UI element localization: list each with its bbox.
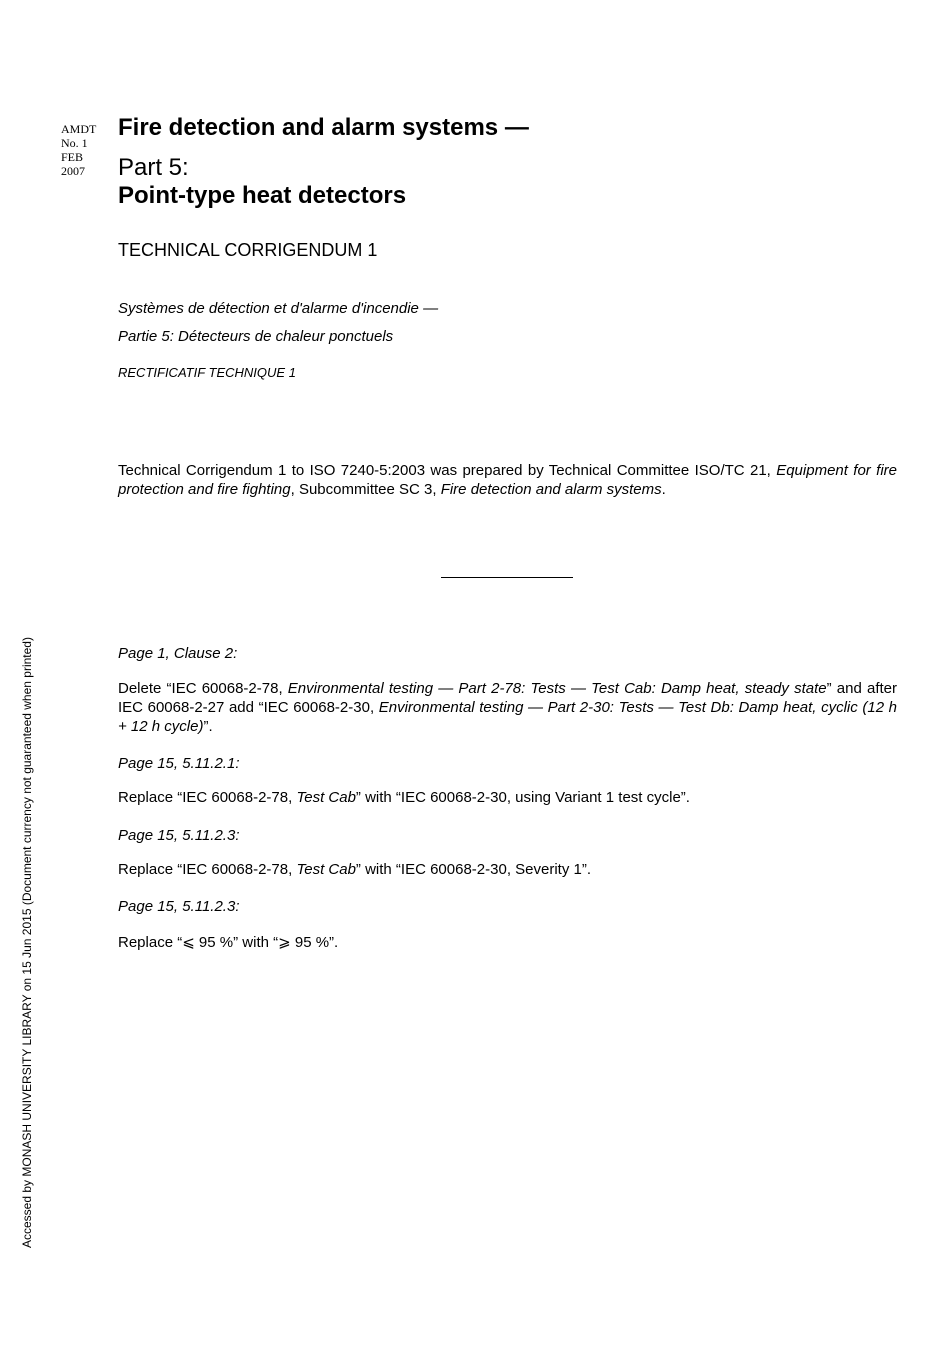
correction-text	[118, 861, 591, 878]
section-divider	[441, 577, 573, 578]
correction-text-part: ” and after IEC 60068-2-27 add “IEC 60068-2-30,	[118, 680, 897, 716]
correction-text-italic: Environmental testing — Part 2-78: Tests — Test Cab: Damp heat, steady state	[287, 680, 827, 697]
intro-text: .	[661, 481, 666, 498]
correction-text-italic: Environmental testing — Part 2-30: Tests — Test Db: Damp heat, cyclic (12 h + 12 h cycle)	[118, 699, 897, 735]
correction-text-italic: Test Cab	[296, 789, 356, 806]
correction-text-part: Replace “IEC 60068-2-78,	[118, 789, 297, 806]
intro-committee-title: Equipment for fire protection and fire fighting	[118, 462, 898, 498]
correction-text-part: ” with “IEC 60068-2-30, using Variant 1 test cycle”.	[355, 789, 690, 806]
document-part-number: Part 5:	[118, 154, 189, 181]
french-subtitle: Partie 5: Détecteurs de chaleur ponctuels	[118, 328, 394, 345]
french-corrigendum-label: RECTIFICATIF TECHNIQUE 1	[118, 365, 296, 380]
amendment-stamp-line: FEB	[61, 150, 84, 164]
correction-reference: Page 15, 5.11.2.3:	[118, 898, 240, 915]
correction-text-part: ”.	[203, 718, 213, 735]
document-title: Fire detection and alarm systems —	[118, 114, 529, 141]
intro-subcommittee-title: Fire detection and alarm systems	[440, 481, 662, 498]
correction-text-part: ” with “IEC 60068-2-30, Severity 1”.	[355, 861, 592, 878]
corrigendum-label: TECHNICAL CORRIGENDUM 1	[118, 240, 378, 260]
correction-text: Replace “⩽ 95 %” with “⩾ 95 %”.	[118, 934, 339, 951]
correction-text	[118, 789, 690, 806]
amendment-stamp	[61, 122, 105, 178]
amendment-stamp-line: AMDT	[61, 122, 97, 136]
amendment-stamp-line: No. 1	[61, 136, 88, 150]
french-title: Systèmes de détection et d'alarme d'incendie —	[118, 300, 439, 317]
correction-text-italic: Test Cab	[296, 861, 356, 878]
intro-text: , Subcommittee SC 3,	[290, 481, 441, 498]
correction-reference: Page 1, Clause 2:	[118, 645, 238, 662]
correction-text	[118, 679, 897, 736]
correction-text-part: Replace “IEC 60068-2-78,	[118, 861, 297, 878]
intro-paragraph	[118, 461, 897, 499]
correction-text-part: Delete “IEC 60068-2-78,	[118, 680, 288, 697]
correction-reference: Page 15, 5.11.2.1:	[118, 755, 240, 772]
document-subtitle: Point-type heat detectors	[118, 182, 407, 209]
correction-reference: Page 15, 5.11.2.3:	[118, 827, 240, 844]
intro-text: Technical Corrigendum 1 to ISO 7240-5:2003 was prepared by Technical Committee ISO/TC 21,	[118, 462, 777, 479]
amendment-stamp-line: 2007	[61, 164, 85, 178]
access-notice: Accessed by MONASH UNIVERSITY LIBRARY on 15 Jun 2015 (Document currency not guaranteed when printed)	[20, 637, 34, 1248]
